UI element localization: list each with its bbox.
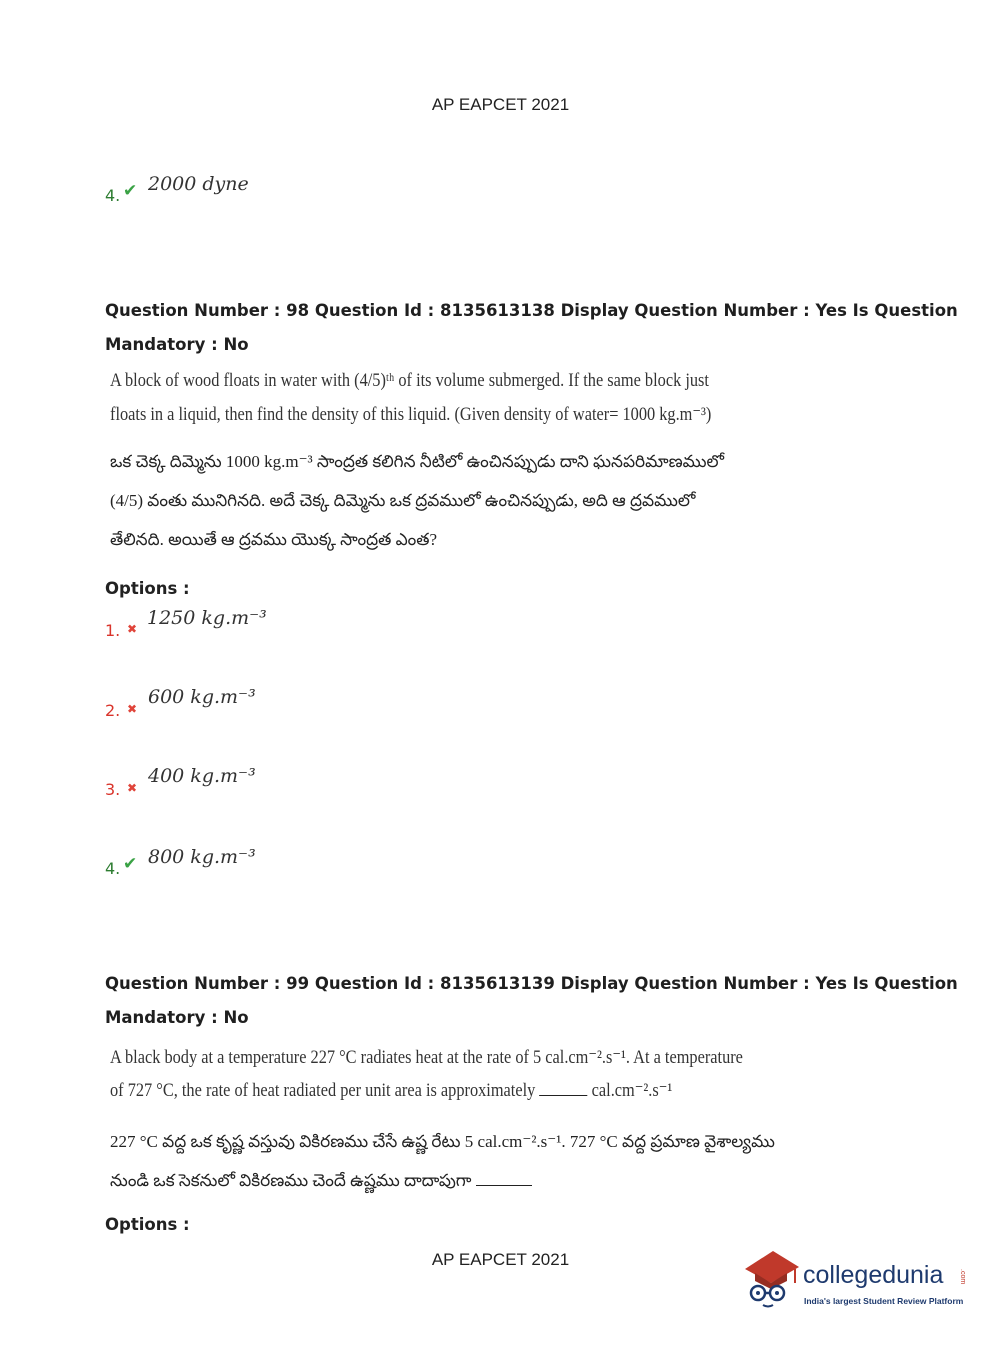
wrong-cross-icon: ✖ xyxy=(127,702,138,716)
q99-english-line2-unit: cal.cm⁻².s⁻¹ xyxy=(591,1080,673,1101)
page-header: AP EAPCET 2021 xyxy=(431,95,570,114)
collegedunia-logo xyxy=(741,1247,971,1317)
q98-options-label: Options : xyxy=(105,579,190,598)
q98-option-2-number: 2. xyxy=(105,701,121,720)
q98-option-3-number: 3. xyxy=(105,780,121,799)
q99-telugu-line2-text: నుండి ఒక సెకనులో వికిరణము చెందే ఉష్ణము దాదాపుగా xyxy=(110,1171,472,1190)
correct-check-icon: ✔ xyxy=(123,854,138,874)
prev-option-number: 4. xyxy=(105,186,121,205)
q99-options-label: Options : xyxy=(105,1215,190,1234)
logo-name: collegedunia xyxy=(803,1261,944,1289)
q99-telugu-line2 xyxy=(110,1171,532,1195)
q98-english-line2: floats in a liquid, then find the density of this liquid. (Given density of water= 1000 kg.m⁻³) xyxy=(110,404,712,425)
q98-telugu-line2: (4/5) వంతు మునిగినది. అదే చెక్క దిమ్మెను ఒక ద్రవములో ఉంచినప్పుడు, అది ఆ ద్రవములో xyxy=(110,491,696,510)
q98-option-1-number: 1. xyxy=(105,621,121,640)
q98-option-1-value: 1250 kg.m⁻³ xyxy=(147,607,267,629)
prev-option-value: 2000 dyne xyxy=(148,173,249,195)
q98-telugu-line1: ఒక చెక్క దిమ్మెను 1000 kg.m⁻³ సాంద్రత కలిగిన నీటిలో ఉంచినప్పుడు దాని ఘనపరిమాణములో xyxy=(110,452,724,471)
telugu-answer-blank xyxy=(476,1183,532,1186)
q98-meta-line1: Question Number : 98 Question Id : 8135613138 Display Question Number : Yes Is Question xyxy=(105,301,958,320)
q98-telugu-line3: తేలినది. అయితే ఆ ద్రవము యొక్క సాంద్రత ఎంత? xyxy=(110,530,438,549)
mascot-icon xyxy=(741,1247,801,1309)
q98-option-4-value: 800 kg.m⁻³ xyxy=(148,846,256,868)
q99-english-line2 xyxy=(110,1079,672,1102)
q99-telugu-line1: 227 °C వద్ద ఒక కృష్ణ వస్తువు వికిరణము చేసే ఉష్ణ రేటు 5 cal.cm⁻².s⁻¹. 727 °C వద్ద ప్రమాణ వైశాల్యము xyxy=(110,1132,775,1151)
q99-meta-line2: Mandatory : No xyxy=(105,1008,249,1027)
q99-english-line1: A black body at a temperature 227 °C radiates heat at the rate of 5 cal.cm⁻².s⁻¹. At a temperature xyxy=(110,1047,743,1068)
q98-english-line1: A block of wood floats in water with (4/5)ᵗʰ of its volume submerged. If the same block just xyxy=(110,370,709,391)
wrong-cross-icon: ✖ xyxy=(127,781,138,795)
logo-suffix: .com xyxy=(959,1269,966,1285)
wrong-cross-icon: ✖ xyxy=(127,622,138,636)
logo-tagline: India's largest Student Review Platform xyxy=(804,1296,964,1306)
q99-english-line2-text: of 727 °C, the rate of heat radiated per unit area is approximately xyxy=(110,1080,536,1101)
q98-option-3-value: 400 kg.m⁻³ xyxy=(148,765,256,787)
page-footer: AP EAPCET 2021 xyxy=(431,1250,570,1269)
q98-option-4-number: 4. xyxy=(105,859,121,878)
correct-check-icon: ✔ xyxy=(123,181,138,201)
q98-option-2-value: 600 kg.m⁻³ xyxy=(148,686,256,708)
answer-blank xyxy=(539,1093,587,1096)
q98-meta-line2: Mandatory : No xyxy=(105,335,249,354)
q99-meta-line1: Question Number : 99 Question Id : 8135613139 Display Question Number : Yes Is Question xyxy=(105,974,958,993)
